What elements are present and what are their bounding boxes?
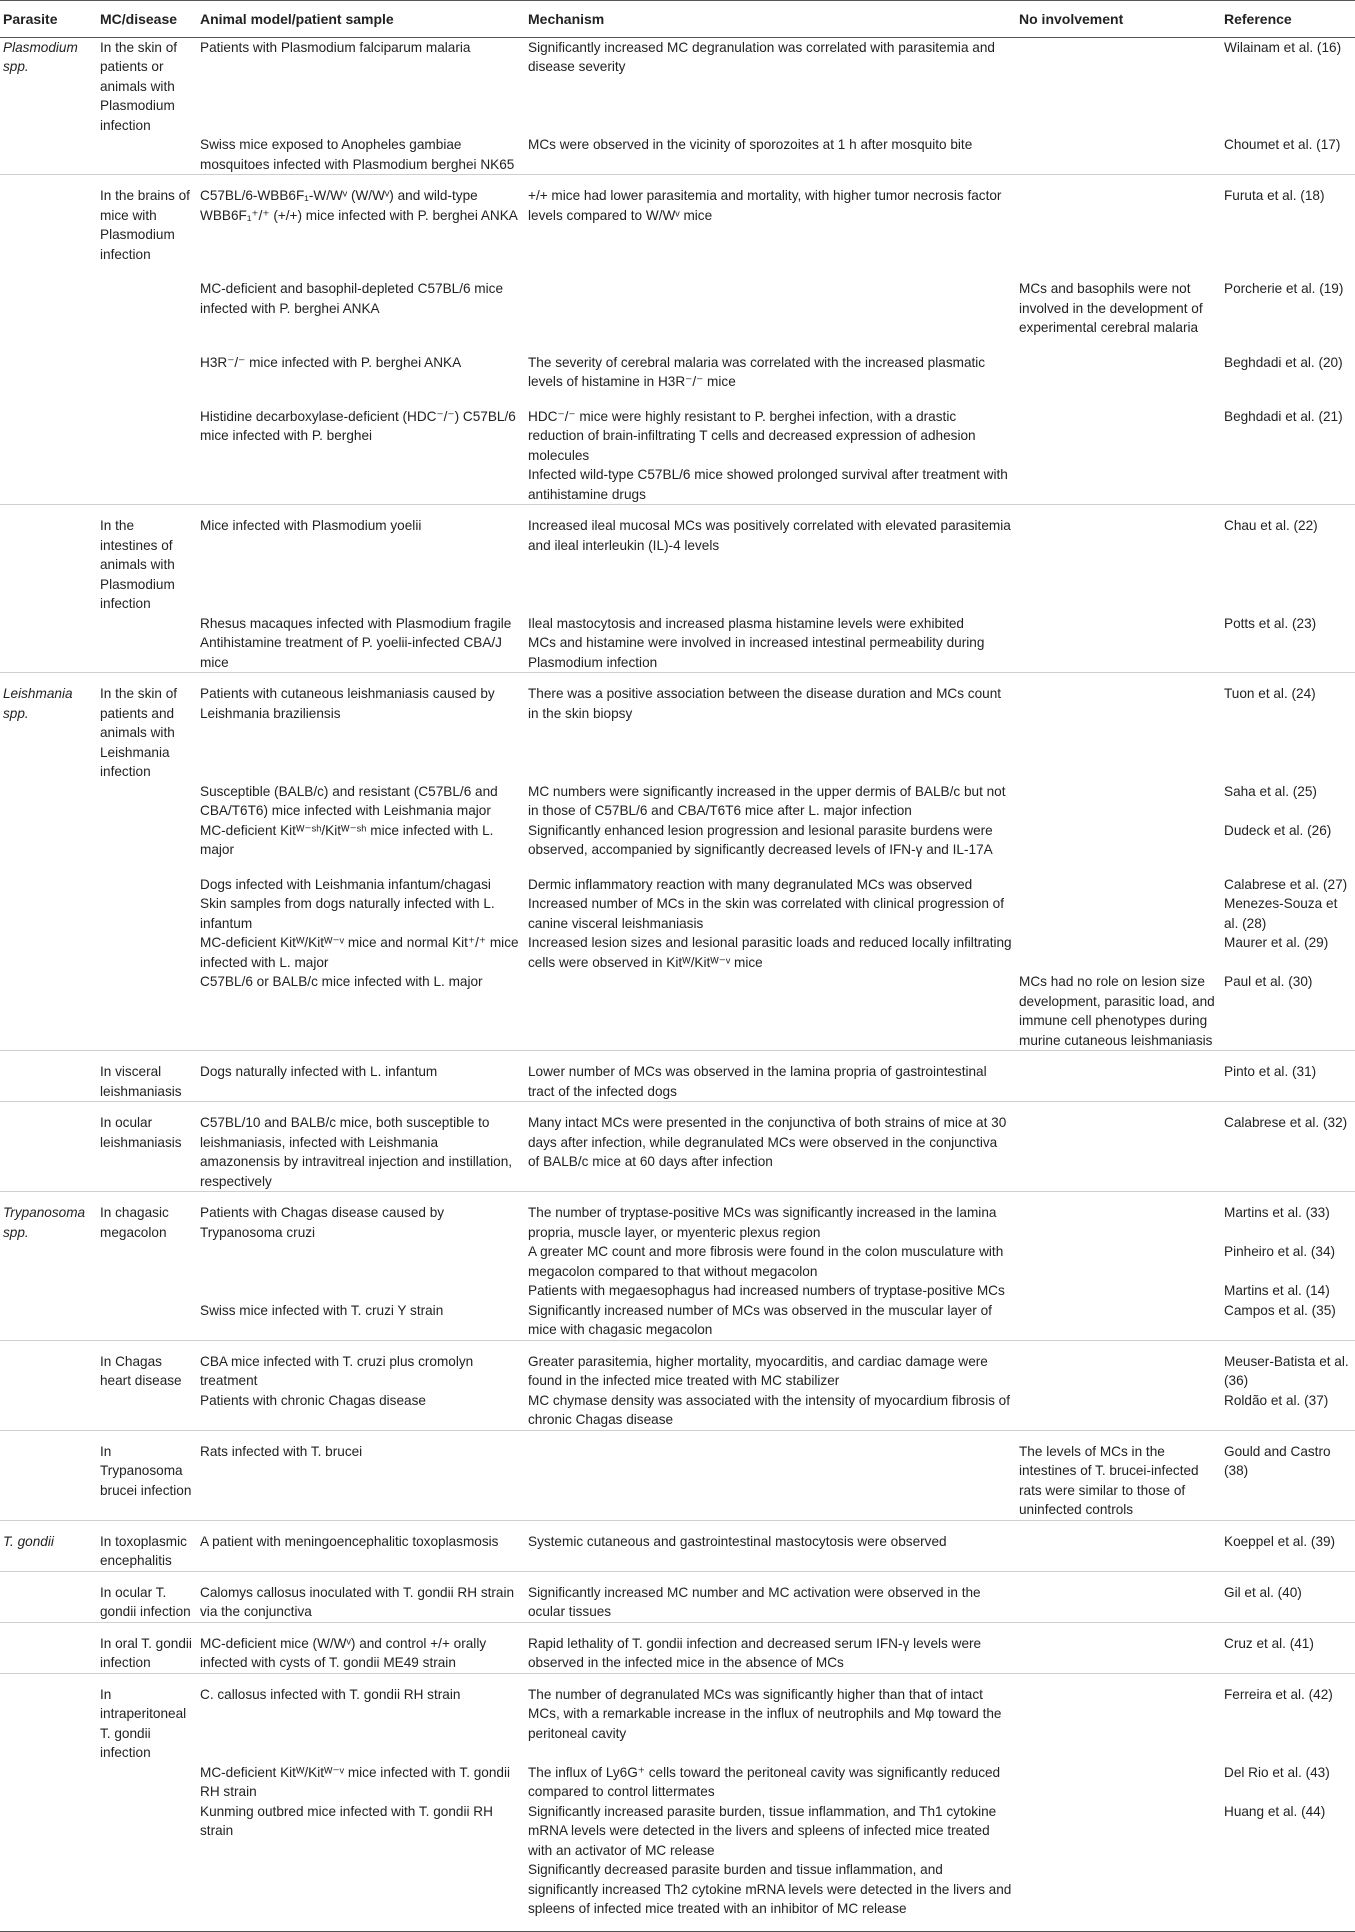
disease-cell <box>97 1301 197 1341</box>
no-involvement-cell <box>1016 1763 1221 1802</box>
reference-cell: Chau et al. (22) <box>1221 505 1355 614</box>
parasite-cell <box>0 1051 97 1102</box>
parasite-cell <box>0 407 97 466</box>
table-row <box>0 1430 1355 1520</box>
no-involvement-cell <box>1016 1520 1221 1571</box>
table-row <box>0 1281 1355 1301</box>
mechanism-cell: Lower number of MCs was observed in the lamina propria of gastrointestinal tract of the infected dogs <box>525 1051 1016 1102</box>
disease-cell <box>97 894 197 933</box>
parasite-cell <box>0 614 97 634</box>
reference-cell: Martins et al. (33) <box>1221 1192 1355 1243</box>
no-involvement-cell <box>1016 821 1221 860</box>
disease-cell <box>97 407 197 466</box>
parasite-cell <box>0 894 97 933</box>
no-involvement-cell <box>1016 1802 1221 1861</box>
no-involvement-cell <box>1016 933 1221 972</box>
parasite-cell <box>0 175 97 265</box>
mechanism-cell: MCs and histamine were involved in increased intestinal permeability during Plasmodium infection <box>528 635 985 670</box>
parasite-cell <box>0 1673 97 1763</box>
model-cell: MC-deficient Kitᵂ⁻ˢʰ/Kitᵂ⁻ˢʰ mice infected with L. major <box>200 822 494 857</box>
reference-cell: Koeppel et al. (39) <box>1221 1520 1355 1571</box>
model-cell: C57BL/6-WBB6F₁-W/Wᵛ (W/Wᵛ) and wild-type WBB6F₁⁺/⁺ (+/+) mice infected with P. berghei ANKA <box>197 175 525 265</box>
model-cell: Kunming outbred mice infected with T. gondii RH strain <box>200 1803 493 1838</box>
header-mechanism: Mechanism <box>525 1 1016 38</box>
reference-cell: Wilainam et al. (16) <box>1224 39 1342 55</box>
disease-cell <box>97 633 197 673</box>
disease-cell <box>97 465 197 505</box>
reference-cell <box>1221 633 1355 673</box>
reference-cell: Huang et al. (44) <box>1224 1803 1326 1819</box>
mechanism-cell: Systemic cutaneous and gastrointestinal mastocytosis were observed <box>525 1520 1016 1571</box>
no-involvement-cell <box>1016 175 1221 265</box>
model-cell: Susceptible (BALB/c) and resistant (C57BL/6 and CBA/T6T6) mice infected with Leishmania major <box>200 783 498 818</box>
table-row <box>0 1340 1355 1391</box>
parasite-cell: Trypanosoma spp. <box>0 1192 97 1243</box>
reference-cell: Beghdadi et al. (21) <box>1224 408 1343 424</box>
spacer-cell <box>0 860 1355 875</box>
no-involvement-cell <box>1016 1673 1221 1763</box>
model-cell: C57BL/10 and BALB/c mice, both susceptible to leishmaniasis, infected with Leishmania amazonensis by intravitreal injection and instillation, respectively <box>197 1102 525 1192</box>
mechanism-cell: Rapid lethality of T. gondii infection and decreased serum IFN-γ levels were observed in the infected mice in the absence of MCs <box>525 1622 1016 1673</box>
mechanism-cell: Significantly increased parasite burden, tissue inflammation, and Th1 cytokine mRNA levels were detected in the livers and spleens of infected mice treated with an activator of MC release <box>528 1803 997 1858</box>
parasite-cell: T. gondii <box>0 1520 97 1571</box>
mechanism-cell: Patients with megaesophagus had increased numbers of tryptase-positive MCs <box>528 1283 1005 1298</box>
mechanism-cell: Ileal mastocytosis and increased plasma histamine levels were exhibited <box>528 615 964 631</box>
mechanism-cell: A greater MC count and more fibrosis were found in the colon musculature with megacolon compared to that without megacolon <box>528 1244 1004 1279</box>
disease-cell: In chagasic megacolon <box>97 1192 197 1243</box>
no-involvement-cell <box>1016 673 1221 782</box>
table-row <box>0 135 1355 175</box>
spacer-cell <box>0 392 1355 407</box>
parasite-cell <box>0 505 97 614</box>
mechanism-cell: Dermic inflammatory reaction with many degranulated MCs was observed <box>528 876 973 892</box>
parasite-cell <box>0 633 97 673</box>
parasite-cell <box>0 1860 97 1931</box>
no-involvement-cell <box>1016 1192 1221 1243</box>
table-row <box>0 1242 1355 1281</box>
table-row <box>0 175 1355 265</box>
disease-cell <box>97 279 197 338</box>
reference-cell: Pinheiro et al. (34) <box>1224 1244 1336 1259</box>
model-cell <box>197 1242 525 1281</box>
header-no-involvement: No involvement <box>1016 1 1221 38</box>
disease-cell <box>97 972 197 1051</box>
disease-cell <box>97 1802 197 1861</box>
disease-cell: In ocular leishmaniasis <box>97 1102 197 1192</box>
reference-cell: Meuser-Batista et al. (36) <box>1221 1340 1355 1391</box>
model-cell: Swiss mice infected with T. cruzi Y strain <box>200 1302 444 1318</box>
header-disease: MC/disease <box>97 1 197 38</box>
no-involvement-cell <box>1016 1340 1221 1391</box>
mechanism-cell: Significantly increased number of MCs was observed in the muscular layer of mice with chagasic megacolon <box>528 1302 992 1337</box>
reference-cell: Pinto et al. (31) <box>1221 1051 1355 1102</box>
model-cell: MC-deficient Kitᵂ/Kitᵂ⁻ᵛ mice and normal Kit⁺/⁺ mice infected with L. major <box>200 935 519 970</box>
model-cell: Rhesus macaques infected with Plasmodium fragile <box>200 615 512 631</box>
reference-cell: Calabrese et al. (32) <box>1221 1102 1355 1192</box>
disease-cell <box>97 782 197 821</box>
disease-cell <box>97 933 197 972</box>
reference-cell: Martins et al. (14) <box>1224 1283 1330 1298</box>
reference-cell: Paul et al. (30) <box>1224 974 1313 989</box>
mechanism-cell <box>525 1430 1016 1520</box>
no-involvement-cell <box>1016 465 1221 505</box>
reference-cell: Maurer et al. (29) <box>1224 935 1329 950</box>
no-involvement-cell <box>1016 1571 1221 1622</box>
mechanism-cell: Significantly enhanced lesion progression and lesional parasite burdens were observed, accompanied by significantly decreased levels of IFN-γ and IL-17A <box>528 822 993 857</box>
model-cell: Dogs naturally infected with L. infantum <box>197 1051 525 1102</box>
model-cell: MC-deficient Kitᵂ/Kitᵂ⁻ᵛ mice infected with T. gondii RH strain <box>200 1764 511 1799</box>
reference-cell: Beghdadi et al. (20) <box>1224 354 1343 370</box>
no-involvement-cell <box>1016 353 1221 392</box>
reference-cell: Calabrese et al. (27) <box>1224 876 1348 892</box>
mechanism-cell: HDC⁻/⁻ mice were highly resistant to P. berghei infection, with a drastic reduction of brain-infiltrating T cells and decreased expression of adhesion molecules <box>528 408 976 463</box>
mechanism-cell: Greater parasitemia, higher mortality, myocarditis, and cardiac damage were found in the infected mice treated with MC stabilizer <box>525 1340 1016 1391</box>
disease-cell <box>97 1391 197 1431</box>
disease-cell: In intraperitoneal T. gondii infection <box>97 1673 197 1763</box>
table-row <box>0 279 1355 338</box>
reference-cell: Porcherie et al. (19) <box>1224 281 1344 296</box>
mechanism-cell: Significantly increased MC number and MC activation were observed in the ocular tissues <box>525 1571 1016 1622</box>
parasite-cell <box>0 1571 97 1622</box>
mechanism-cell: MC numbers were significantly increased in the upper dermis of BALB/c but not in those of C57BL/6 and CBA/T6T6 mice after L. major infection <box>528 783 1006 818</box>
no-involvement-cell <box>1016 37 1221 135</box>
table-row <box>0 1520 1355 1571</box>
disease-cell: In oral T. gondii infection <box>97 1622 197 1673</box>
reference-cell: Saha et al. (25) <box>1224 783 1317 799</box>
table-row <box>0 1391 1355 1431</box>
mechanism-cell: The severity of cerebral malaria was correlated with the increased plasmatic levels of histamine in H3R⁻/⁻ mice <box>528 354 986 389</box>
row-spacer <box>0 264 1355 279</box>
model-cell <box>197 465 525 505</box>
disease-cell: In the brains of mice with Plasmodium infection <box>97 175 197 265</box>
parasite-cell <box>0 782 97 821</box>
disease-cell <box>97 821 197 860</box>
model-cell: Swiss mice exposed to Anopheles gambiae mosquitoes infected with Plasmodium berghei NK65 <box>200 137 515 172</box>
model-cell: Patients with chronic Chagas disease <box>200 1392 426 1408</box>
spacer-cell <box>0 264 1355 279</box>
parasite-cell <box>0 821 97 860</box>
model-cell: C. callosus infected with T. gondii RH strain <box>197 1673 525 1763</box>
no-involvement-cell: The levels of MCs in the intestines of T. brucei-infected rats were similar to those of uninfected controls <box>1016 1430 1221 1520</box>
no-involvement-cell <box>1016 1301 1221 1341</box>
table-row <box>0 407 1355 466</box>
mechanism-cell: The number of tryptase-positive MCs was significantly increased in the lamina propria, muscle layer, or myenteric plexus region <box>525 1192 1016 1243</box>
no-involvement-cell <box>1016 1860 1221 1931</box>
reference-cell: Ferreira et al. (42) <box>1221 1673 1355 1763</box>
parasite-cell <box>0 1340 97 1391</box>
table-row <box>0 1102 1355 1192</box>
mechanism-cell <box>525 279 1016 338</box>
mechanism-cell: The influx of Ly6G⁺ cells toward the peritoneal cavity was significantly reduced compared to control littermates <box>528 1764 1001 1799</box>
disease-cell: In Chagas heart disease <box>97 1340 197 1391</box>
table-row <box>0 633 1355 673</box>
reference-cell: Campos et al. (35) <box>1224 1302 1336 1318</box>
table-row <box>0 614 1355 634</box>
mechanism-cell: There was a positive association between the disease duration and MCs count in the skin biopsy <box>525 673 1016 782</box>
reference-cell: Roldão et al. (37) <box>1224 1392 1329 1408</box>
model-cell <box>197 1281 525 1301</box>
header-parasite: Parasite <box>0 1 97 38</box>
reference-cell: Dudeck et al. (26) <box>1224 822 1332 838</box>
parasite-cell <box>0 279 97 338</box>
model-cell: Antihistamine treatment of P. yoelii-infected CBA/J mice <box>200 635 502 670</box>
reference-cell <box>1221 465 1355 505</box>
no-involvement-cell <box>1016 505 1221 614</box>
table-row <box>0 465 1355 505</box>
no-involvement-cell <box>1016 135 1221 175</box>
parasite-cell <box>0 933 97 972</box>
header-model: Animal model/patient sample <box>197 1 525 38</box>
reference-cell: Choumet et al. (17) <box>1224 137 1341 152</box>
reference-cell: Cruz et al. (41) <box>1221 1622 1355 1673</box>
model-cell: C57BL/6 or BALB/c mice infected with L. major <box>200 974 483 989</box>
no-involvement-cell <box>1016 1622 1221 1673</box>
parasite-cell: Plasmodium spp. <box>3 39 78 74</box>
disease-cell: In visceral leishmaniasis <box>97 1051 197 1102</box>
mechanism-cell: The number of degranulated MCs was significantly higher than that of intact MCs, with a remarkable increase in the influx of neutrophils and Mφ toward the peritoneal cavity <box>525 1673 1016 1763</box>
disease-cell: In the skin of patients and animals with Leishmania infection <box>97 673 197 782</box>
table-row <box>0 894 1355 933</box>
model-cell: Dogs infected with Leishmania infantum/chagasi <box>200 876 491 892</box>
table-row <box>0 972 1355 1051</box>
table-row <box>0 821 1355 860</box>
no-involvement-cell <box>1016 407 1221 466</box>
no-involvement-cell <box>1016 782 1221 821</box>
parasite-cell <box>0 1802 97 1861</box>
table-row <box>0 1860 1355 1931</box>
mechanism-cell: Many intact MCs were presented in the conjunctiva of both strains of mice at 30 days after infection, while degranulated MCs were observed in the conjunctiva of BALB/c mice at 60 days after infection <box>525 1102 1016 1192</box>
row-spacer <box>0 860 1355 875</box>
table-row <box>0 353 1355 392</box>
parasite-cell <box>0 875 97 895</box>
model-cell: MC-deficient and basophil-depleted C57BL/6 mice infected with P. berghei ANKA <box>200 281 504 316</box>
reference-cell: Menezes-Souza et al. (28) <box>1224 896 1338 931</box>
mechanism-cell: MC chymase density was associated with the intensity of myocardium fibrosis of chronic Chagas disease <box>528 1392 1011 1427</box>
reference-cell: Tuon et al. (24) <box>1221 673 1355 782</box>
mechanism-cell: +/+ mice had lower parasitemia and mortality, with higher tumor necrosis factor levels compared to W/Wᵛ mice <box>525 175 1016 265</box>
model-cell: Calomys callosus inoculated with T. gondii RH strain via the conjunctiva <box>197 1571 525 1622</box>
mechanism-cell: Increased lesion sizes and lesional parasitic loads and reduced locally infiltrating cells were observed in Kitᵂ/Kitᵂ⁻ᵛ mice <box>528 935 1012 970</box>
disease-cell <box>97 1763 197 1802</box>
no-involvement-cell: MCs had no role on lesion size development, parasitic load, and immune cell phenotypes during murine cutaneous leishmaniasis <box>1019 974 1215 1048</box>
model-cell: Histidine decarboxylase-deficient (HDC⁻/⁻) C57BL/6 mice infected with P. berghei <box>200 408 516 443</box>
disease-cell <box>97 1281 197 1301</box>
parasite-cell <box>0 353 97 392</box>
table-row <box>0 1301 1355 1341</box>
mechanism-cell: Infected wild-type C57BL/6 mice showed prolonged survival after treatment with antihistamine drugs <box>528 467 1008 502</box>
no-involvement-cell <box>1016 1102 1221 1192</box>
parasite-cell <box>0 1102 97 1192</box>
parasite-cell <box>0 1242 97 1281</box>
no-involvement-cell <box>1016 633 1221 673</box>
disease-cell: In toxoplasmic encephalitis <box>97 1520 197 1571</box>
parasite-cell <box>0 1391 97 1431</box>
parasite-cell <box>0 1430 97 1520</box>
table-row <box>0 875 1355 895</box>
reference-cell: Gould and Castro (38) <box>1221 1430 1355 1520</box>
no-involvement-cell <box>1016 1391 1221 1431</box>
row-spacer <box>0 392 1355 407</box>
table-row <box>0 1673 1355 1763</box>
table-row <box>0 505 1355 614</box>
model-cell: Patients with cutaneous leishmaniasis caused by Leishmania braziliensis <box>197 673 525 782</box>
disease-cell <box>97 614 197 634</box>
model-cell: Patients with Chagas disease caused by Trypanosoma cruzi <box>197 1192 525 1243</box>
disease-cell: In the intestines of animals with Plasmodium infection <box>97 505 197 614</box>
parasite-cell <box>0 972 97 1051</box>
parasite-cell <box>0 465 97 505</box>
model-cell: Mice infected with Plasmodium yoelii <box>197 505 525 614</box>
model-cell: CBA mice infected with T. cruzi plus cromolyn treatment <box>197 1340 525 1391</box>
table-header-row <box>0 1 1355 38</box>
model-cell <box>197 1860 525 1931</box>
parasite-cell <box>0 1301 97 1341</box>
table-row <box>0 933 1355 972</box>
no-involvement-cell <box>1016 1281 1221 1301</box>
parasite-cell: Leishmania spp. <box>0 673 97 782</box>
model-cell: Rats infected with T. brucei <box>197 1430 525 1520</box>
disease-cell: In ocular T. gondii infection <box>97 1571 197 1622</box>
no-involvement-cell <box>1016 614 1221 634</box>
model-cell: H3R⁻/⁻ mice infected with P. berghei ANKA <box>200 354 462 370</box>
disease-cell: In Trypanosoma brucei infection <box>97 1430 197 1520</box>
model-cell: Patients with Plasmodium falciparum malaria <box>200 39 471 55</box>
disease-cell <box>97 353 197 392</box>
mechanism-cell: Significantly increased MC degranulation was correlated with parasitemia and disease severity <box>528 39 995 74</box>
disease-cell <box>97 1860 197 1931</box>
parasite-cell <box>0 135 97 175</box>
disease-cell <box>97 135 197 175</box>
table-row <box>0 1622 1355 1673</box>
parasite-cell <box>0 1281 97 1301</box>
parasite-cell <box>0 1763 97 1802</box>
mechanism-cell: Significantly decreased parasite burden and tissue inflammation, and significantly increased Th2 cytokine mRNA levels were detected in the livers and spleens of infected mice treated with an inhibitor of MC release <box>525 1860 1016 1931</box>
spacer-cell <box>0 338 1355 353</box>
reference-cell: Del Rio et al. (43) <box>1224 1764 1330 1780</box>
model-cell: MC-deficient mice (W/Wᵛ) and control +/+ orally infected with cysts of T. gondii ME49 strain <box>197 1622 525 1673</box>
reference-cell <box>1221 1860 1355 1931</box>
reference-cell: Gil et al. (40) <box>1221 1571 1355 1622</box>
no-involvement-cell <box>1016 894 1221 933</box>
table-row <box>0 1051 1355 1102</box>
table-row <box>0 673 1355 782</box>
table-row <box>0 1571 1355 1622</box>
model-cell: A patient with meningoencephalitic toxoplasmosis <box>197 1520 525 1571</box>
table-row <box>0 37 1355 135</box>
model-cell: Skin samples from dogs naturally infected with L. infantum <box>200 896 495 931</box>
row-spacer <box>0 338 1355 353</box>
table-row <box>0 782 1355 821</box>
table-row <box>0 1802 1355 1861</box>
mechanism-cell: MCs were observed in the vicinity of sporozoites at 1 h after mosquito bite <box>528 137 973 152</box>
disease-cell <box>97 875 197 895</box>
reference-cell: Potts et al. (23) <box>1224 615 1317 631</box>
no-involvement-cell <box>1016 1242 1221 1281</box>
parasite-cell <box>0 1622 97 1673</box>
table-row <box>0 1763 1355 1802</box>
no-involvement-cell: MCs and basophils were not involved in the development of experimental cerebral malaria <box>1019 281 1203 335</box>
disease-cell <box>97 1242 197 1281</box>
mechanism-cell <box>525 972 1016 1051</box>
disease-cell: In the skin of patients or animals with Plasmodium infection <box>100 39 178 133</box>
header-reference: Reference <box>1221 1 1355 38</box>
mechanism-cell: Increased ileal mucosal MCs was positively correlated with elevated parasitemia and ileal interleukin (IL)-4 levels <box>525 505 1016 614</box>
mechanism-cell: Increased number of MCs in the skin was correlated with clinical progression of canine visceral leishmaniasis <box>528 896 1004 931</box>
table-row <box>0 1192 1355 1243</box>
no-involvement-cell <box>1016 875 1221 895</box>
no-involvement-cell <box>1016 1051 1221 1102</box>
reference-cell: Furuta et al. (18) <box>1221 175 1355 265</box>
table-body <box>0 37 1355 1931</box>
